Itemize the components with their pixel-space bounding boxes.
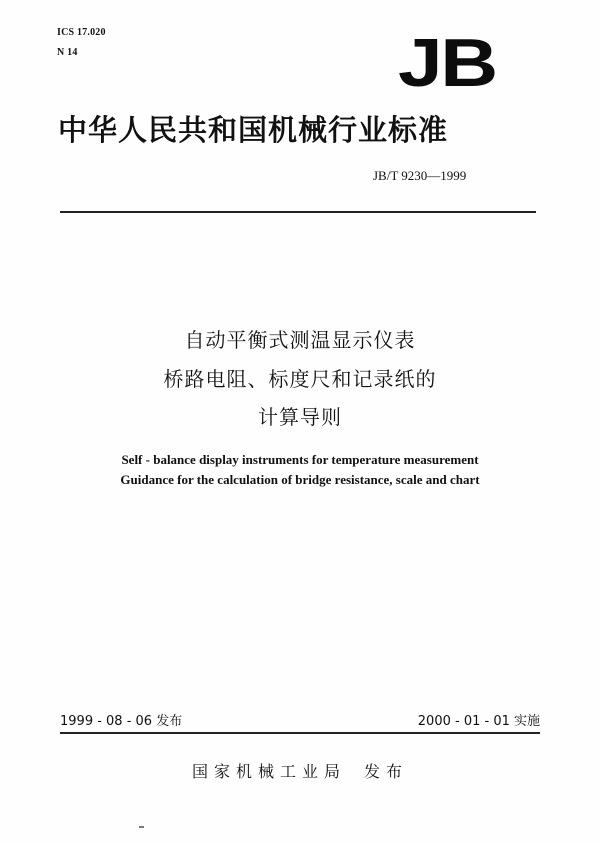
issuer-name: 国家机械工业局 bbox=[191, 762, 346, 781]
ics-code: ICS 17.020 bbox=[57, 27, 106, 38]
ccs-code: N 14 bbox=[57, 47, 78, 58]
chinese-title-line-3: 计算导则 bbox=[258, 405, 342, 429]
english-title-line-2: Guidance for the calculation of bridge resistance, scale and chart bbox=[120, 472, 480, 487]
organization-title: 中华人民共和国机械行业标准 bbox=[58, 113, 449, 147]
header-divider bbox=[60, 211, 536, 213]
english-title-line-1: Self - balance display instruments for temperature measurement bbox=[121, 452, 479, 467]
chinese-title-line-1: 自动平衡式测温显示仪表 bbox=[184, 328, 416, 352]
issuer-suffix: 发布 bbox=[364, 762, 409, 781]
issuer-line bbox=[0, 761, 600, 783]
chinese-title-line-2: 桥路电阻、标度尺和记录纸的 bbox=[163, 367, 437, 391]
jb-logo: JB bbox=[398, 25, 496, 101]
implementation-date: 2000 - 01 - 01 实施 bbox=[417, 714, 540, 729]
issue-date: 1999 - 08 - 06 发布 bbox=[60, 714, 183, 729]
scan-speck bbox=[139, 826, 144, 828]
footer-divider bbox=[60, 732, 540, 734]
standard-number: JB/T 9230—1999 bbox=[373, 168, 467, 183]
